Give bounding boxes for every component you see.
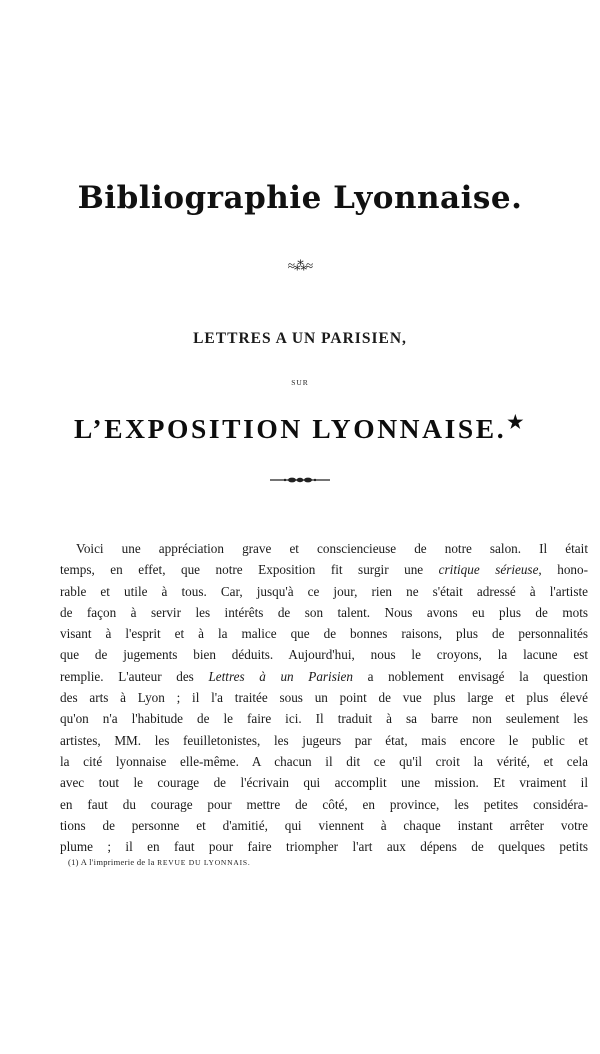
text-line: avec tout le courage de l'écrivain qui accomplit une mission. Et vraiment il <box>60 775 588 791</box>
text-line: en faut du courage pour mettre de côté, en province, les petites considéra- <box>60 796 588 812</box>
text-line: visant à l'esprit et à la malice que de bonnes raisons, plus de personnalités <box>60 626 588 642</box>
footnote <box>68 857 568 867</box>
text-line: Voici une appréciation grave et consciencieuse de notre salon. Il était <box>76 541 588 556</box>
section-subtitle: LETTRES A UN PARISIEN, <box>193 330 407 347</box>
text-line: plume ; il en faut pour faire triompher l'art aux dépens de quelques petits <box>60 839 588 855</box>
sur-label: SUR <box>291 378 309 387</box>
text-line: des arts à Lyon ; il l'a traitée sous un point de vue plus large et plus élevé <box>60 690 588 706</box>
text-line: temps, en effet, que notre Exposition fit surgir une critique sérieuse, hono- <box>60 562 588 578</box>
text-line: que de jugements bien déduits. Aujourd'hui, nous le croyons, la lacune est <box>60 647 588 663</box>
footnote-journal: REVUE DU LYONNAIS. <box>157 858 251 867</box>
page-title: Bibliographie Lyonnaise. <box>77 180 523 216</box>
footnote-star-icon: ★ <box>507 412 526 432</box>
text-line: de façon à servir les intérêts de son talent. Nous avons eu plus de mots <box>60 604 588 620</box>
exhibition-heading <box>0 412 600 445</box>
body-paragraph <box>60 538 588 857</box>
text-line: artistes, MM. les feuilletonistes, les jugeurs par état, mais encore le public et <box>60 732 588 748</box>
footnote-marker: (1) <box>68 857 79 867</box>
text-line: rable et utile à tous. Car, jusqu'à ce jour, rien ne s'était adressé à l'artiste <box>60 583 588 599</box>
ornament-rule-icon <box>268 475 332 485</box>
divider-ornament <box>0 472 600 490</box>
text-line: la cité lyonnaise elle-même. A chacun il dit ce qu'il croit la vérité, et cela <box>60 753 588 769</box>
small-ornament: ≈⁂≈ <box>287 258 313 273</box>
footnote-text: A l'imprimerie de la <box>80 857 155 867</box>
text-line: remplie. L'auteur des Lettres à un Parisien a noblement envisagé la question <box>60 668 588 684</box>
text-line: qu'on n'a l'habitude de le faire ici. Il traduit à sa barre non seulement les <box>60 711 588 727</box>
italic-phrase: critique sérieuse <box>438 562 539 578</box>
exhibition-heading-text: L’EXPOSITION LYONNAISE. <box>74 413 507 445</box>
italic-phrase: Lettres à un Parisien <box>208 668 353 684</box>
text-line: tions de personne et d'amitié, qui viennent à chaque instant arrêter votre <box>60 817 588 833</box>
